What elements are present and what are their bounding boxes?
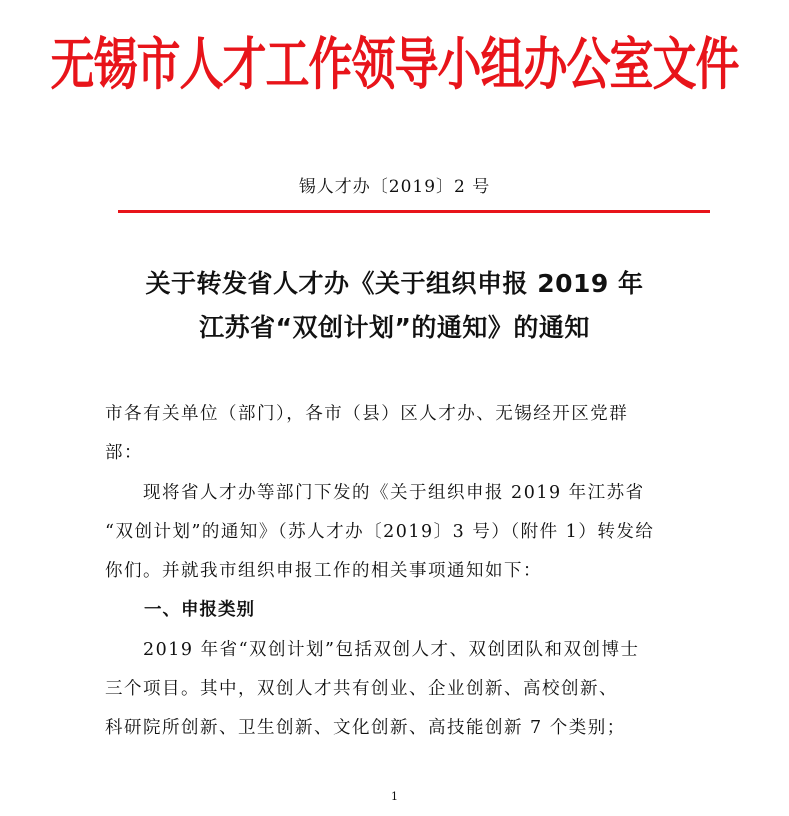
body-line: 科研院所创新、卫生创新、文化创新、高技能创新 7 个类别； [105, 718, 626, 738]
notice-title-line-1: 关于转发省人才办《关于组织申报 2019 年 [145, 269, 644, 298]
body-line: 市各有关单位（部门），各市（县）区人才办、无锡经开区党群 [105, 404, 629, 424]
document-number: 锡人才办〔2019〕2 号 [298, 177, 491, 197]
body-line: 现将省人才办等部门下发的《关于组织申报 2019 年江苏省 [105, 483, 645, 503]
body-line: 三个项目。其中，双创人才共有创业、企业创新、高校创新、 [105, 679, 618, 699]
page-number: 1 [391, 790, 398, 803]
notice-title-line-2: 江苏省“双创计划”的通知》的通知 [199, 313, 590, 342]
red-divider [118, 210, 710, 213]
body-line: 你们。并就我市组织申报工作的相关事项通知如下： [105, 561, 542, 581]
masthead-title: 无锡市人才工作领导小组办公室文件 [50, 32, 739, 98]
notice-title [0, 262, 789, 350]
section-heading: 一、申报类别 [144, 600, 255, 620]
body-line: 部： [105, 443, 143, 463]
body-line: 2019 年省“双创计划”包括双创人才、双创团队和双创博士 [105, 640, 640, 660]
body-line: “双创计划”的通知》（苏人才办〔2019〕3 号）（附件 1）转发给 [105, 522, 655, 542]
